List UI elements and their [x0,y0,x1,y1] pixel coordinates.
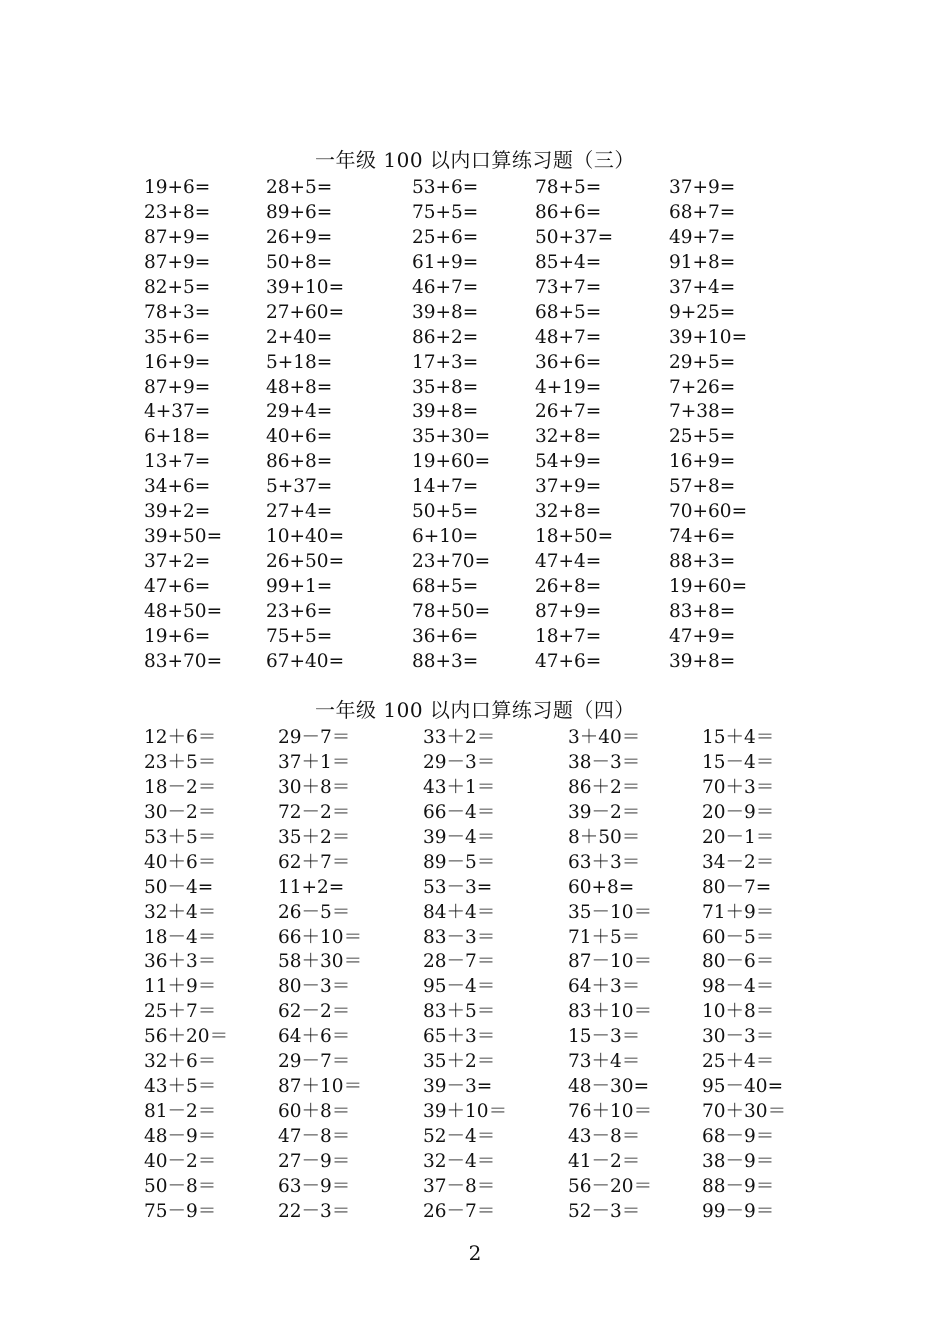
arithmetic-problem: 39+8= [412,401,479,423]
arithmetic-problem: 89－5＝ [423,851,496,873]
arithmetic-problem: 72－2＝ [278,801,351,823]
arithmetic-problem: 39+8= [412,301,479,323]
arithmetic-problem: 36＋3＝ [144,951,217,973]
arithmetic-problem: 25＋4＝ [702,1051,775,1073]
arithmetic-problem: 78+5= [535,177,602,198]
problem-row [0,926,950,951]
problem-row [0,276,950,301]
arithmetic-problem: 86+8= [266,451,333,473]
arithmetic-problem: 40－2＝ [144,1150,217,1172]
arithmetic-problem: 39+50= [144,526,223,548]
arithmetic-problem: 23＋5＝ [144,751,217,773]
arithmetic-problem: 29－7＝ [278,1051,351,1073]
arithmetic-problem: 50－8＝ [144,1175,217,1197]
arithmetic-problem: 12＋6＝ [144,727,217,748]
arithmetic-problem: 66－4＝ [423,801,496,823]
arithmetic-problem: 15－3＝ [568,1026,641,1048]
arithmetic-problem: 25+5= [669,426,736,448]
arithmetic-problem: 70＋3＝ [702,776,775,798]
arithmetic-problem: 80－3＝ [278,976,351,998]
arithmetic-problem: 75+5= [266,625,333,647]
problem-row [0,1050,950,1075]
problem-row [0,950,950,975]
arithmetic-problem: 64＋6＝ [278,1026,351,1048]
arithmetic-problem: 75+5= [412,201,479,223]
arithmetic-problem: 52－4＝ [423,1126,496,1147]
problem-row [0,975,950,1000]
arithmetic-problem: 19+6= [144,625,211,647]
arithmetic-problem: 48－9＝ [144,1126,217,1147]
arithmetic-problem: 82+5= [144,276,211,298]
arithmetic-problem: 5+37= [266,476,333,498]
arithmetic-problem: 6+18= [144,426,211,448]
arithmetic-problem: 27+4= [266,501,333,523]
section-title: 一年级 100 以内口算练习题（三） [315,148,635,172]
arithmetic-problem: 26+9= [266,226,333,248]
arithmetic-problem: 30＋8＝ [278,776,351,798]
arithmetic-problem: 26+8= [535,576,602,597]
arithmetic-problem: 66＋10＝ [278,926,363,948]
arithmetic-problem: 11+2= [278,876,345,898]
arithmetic-problem: 38－9＝ [702,1150,775,1172]
arithmetic-problem: 37＋1＝ [278,751,351,773]
arithmetic-problem: 56＋20＝ [144,1026,229,1048]
arithmetic-problem: 68+5= [535,301,602,323]
arithmetic-problem: 39+10= [669,326,748,348]
arithmetic-problem: 58＋30＝ [278,951,363,973]
arithmetic-problem: 65＋3＝ [423,1026,496,1048]
problem-row [0,326,950,351]
problem-row [0,726,950,751]
arithmetic-problem: 63＋3＝ [568,851,641,873]
problem-row [0,450,950,475]
arithmetic-problem: 25+6= [412,226,479,248]
arithmetic-problem: 13+7= [144,451,211,473]
arithmetic-problem: 19+60= [669,576,748,597]
arithmetic-problem: 18－2＝ [144,776,217,798]
arithmetic-problem: 76＋10＝ [568,1101,653,1123]
arithmetic-problem: 86＋2＝ [568,776,641,798]
arithmetic-problem: 32+8= [535,501,602,523]
arithmetic-problem: 37+4= [669,276,736,298]
arithmetic-problem: 48+7= [535,326,602,348]
arithmetic-problem: 62＋7＝ [278,851,351,873]
arithmetic-problem: 43－8＝ [568,1126,641,1147]
arithmetic-problem: 29－7＝ [278,727,351,748]
problem-row [0,826,950,851]
arithmetic-problem: 32+8= [535,426,602,448]
problem-row [0,351,950,376]
arithmetic-problem: 30－2＝ [144,801,217,823]
arithmetic-problem: 38－3＝ [568,751,641,773]
arithmetic-problem: 78+3= [144,301,211,323]
arithmetic-problem: 27－9＝ [278,1150,351,1172]
section-title: 一年级 100 以内口算练习题（四） [315,698,635,722]
problem-row [0,1100,950,1125]
arithmetic-problem: 68－9＝ [702,1126,775,1147]
problem-row [0,1150,950,1175]
arithmetic-problem: 37－8＝ [423,1175,496,1197]
problem-row [0,201,950,226]
arithmetic-problem: 9+25= [669,301,736,323]
problem-row [0,226,950,251]
arithmetic-problem: 89+6= [266,201,333,223]
arithmetic-problem: 35+6= [144,326,211,348]
arithmetic-problem: 71＋9＝ [702,901,775,923]
arithmetic-problem: 68+7= [669,201,736,223]
arithmetic-problem: 40＋6＝ [144,851,217,873]
arithmetic-problem: 34－2＝ [702,851,775,873]
problem-row [0,400,950,425]
arithmetic-problem: 61+9= [412,251,479,273]
problem-row [0,1125,950,1150]
arithmetic-problem: 99－9＝ [702,1200,775,1222]
arithmetic-problem: 84＋4＝ [423,901,496,923]
arithmetic-problem: 23+6= [266,600,333,622]
problem-row [0,500,950,525]
problem-row [0,600,950,625]
arithmetic-problem: 87－10＝ [568,951,653,973]
arithmetic-problem: 85+4= [535,251,602,273]
arithmetic-problem: 46+7= [412,276,479,298]
problem-row [0,550,950,575]
arithmetic-problem: 43＋5＝ [144,1076,217,1098]
problem-row [0,575,950,600]
arithmetic-problem: 16+9= [144,351,211,373]
arithmetic-problem: 60＋8＝ [278,1101,351,1123]
arithmetic-problem: 48+50= [144,600,223,622]
arithmetic-problem: 32＋6＝ [144,1051,217,1073]
arithmetic-problem: 40+6= [266,426,333,448]
arithmetic-problem: 88－9＝ [702,1175,775,1197]
arithmetic-problem: 18+7= [535,625,602,647]
arithmetic-problem: 56－20＝ [568,1175,653,1197]
arithmetic-problem: 20－9＝ [702,801,775,823]
arithmetic-problem: 95－40= [702,1076,784,1098]
arithmetic-problem: 35＋2＝ [423,1051,496,1073]
arithmetic-problem: 87+9= [144,251,211,273]
arithmetic-problem: 3＋40＝ [568,727,641,748]
arithmetic-problem: 53－3= [423,876,493,898]
arithmetic-problem: 57+8= [669,476,736,498]
arithmetic-problem: 50+5= [412,501,479,523]
problem-row [0,801,950,826]
arithmetic-problem: 70+60= [669,501,748,523]
arithmetic-problem: 47+6= [535,650,602,672]
arithmetic-problem: 11＋9＝ [144,976,217,998]
arithmetic-problem: 83－3＝ [423,926,496,948]
arithmetic-problem: 50－4= [144,876,214,898]
arithmetic-problem: 88+3= [669,551,736,573]
arithmetic-problem: 35+30= [412,426,491,448]
arithmetic-problem: 60－5＝ [702,926,775,948]
arithmetic-problem: 67+40= [266,650,345,672]
arithmetic-problem: 62－2＝ [278,1001,351,1023]
arithmetic-problem: 88+3= [412,650,479,672]
arithmetic-problem: 8＋50＝ [568,826,641,848]
arithmetic-problem: 81－2＝ [144,1101,217,1123]
arithmetic-problem: 7+26= [669,376,736,398]
problem-row [0,650,950,675]
arithmetic-problem: 47－8＝ [278,1126,351,1147]
arithmetic-problem: 75－9＝ [144,1200,217,1222]
arithmetic-problem: 10+40= [266,526,345,548]
arithmetic-problem: 29－3＝ [423,751,496,773]
problem-grid [0,726,950,1225]
arithmetic-problem: 26+50= [266,551,345,573]
arithmetic-problem: 32－4＝ [423,1150,496,1172]
arithmetic-problem: 39+8= [669,650,736,672]
arithmetic-problem: 39+10= [266,276,345,298]
arithmetic-problem: 64＋3＝ [568,976,641,998]
arithmetic-problem: 83＋5＝ [423,1001,496,1023]
arithmetic-problem: 35－10＝ [568,901,653,923]
arithmetic-problem: 22－3＝ [278,1200,351,1222]
problem-row [0,1175,950,1200]
arithmetic-problem: 39＋10＝ [423,1101,508,1123]
arithmetic-problem: 83＋10＝ [568,1001,653,1023]
arithmetic-problem: 87+9= [144,376,211,398]
arithmetic-problem: 80－6＝ [702,951,775,973]
arithmetic-problem: 86+6= [535,201,602,223]
problem-row [0,176,950,201]
arithmetic-problem: 35+8= [412,376,479,398]
problem-row [0,1025,950,1050]
arithmetic-problem: 37+9= [669,177,736,198]
arithmetic-problem: 10＋8＝ [702,1001,775,1023]
arithmetic-problem: 37+9= [535,476,602,498]
arithmetic-problem: 25＋7＝ [144,1001,217,1023]
arithmetic-problem: 80－7= [702,876,772,898]
arithmetic-problem: 49+7= [669,226,736,248]
problem-row [0,901,950,926]
arithmetic-problem: 18－4＝ [144,926,217,948]
arithmetic-problem: 20－1＝ [702,826,775,848]
problem-row [0,751,950,776]
arithmetic-problem: 48－30= [568,1076,650,1098]
arithmetic-problem: 17+3= [412,351,479,373]
arithmetic-problem: 87+9= [144,226,211,248]
arithmetic-problem: 19+6= [144,177,211,198]
problem-row [0,251,950,276]
arithmetic-problem: 26－7＝ [423,1200,496,1222]
problem-row [0,876,950,901]
problem-row [0,1075,950,1100]
arithmetic-problem: 50+37= [535,226,614,248]
arithmetic-problem: 36+6= [535,351,602,373]
arithmetic-problem: 95－4＝ [423,976,496,998]
arithmetic-problem: 39－2＝ [568,801,641,823]
arithmetic-problem: 50+8= [266,251,333,273]
arithmetic-problem: 4+37= [144,401,211,423]
arithmetic-problem: 35＋2＝ [278,826,351,848]
arithmetic-problem: 53＋5＝ [144,826,217,848]
arithmetic-problem: 63－9＝ [278,1175,351,1197]
arithmetic-problem: 28－7＝ [423,951,496,973]
arithmetic-problem: 41－2＝ [568,1150,641,1172]
arithmetic-problem: 18+50= [535,526,614,548]
arithmetic-problem: 47+9= [669,625,736,647]
problem-row [0,851,950,876]
arithmetic-problem: 91+8= [669,251,736,273]
arithmetic-problem: 87+9= [535,600,602,622]
arithmetic-problem: 74+6= [669,526,736,548]
arithmetic-problem: 26+7= [535,401,602,423]
arithmetic-problem: 73＋4＝ [568,1051,641,1073]
arithmetic-problem: 70＋30＝ [702,1101,787,1123]
arithmetic-problem: 34+6= [144,476,211,498]
problem-row [0,625,950,650]
arithmetic-problem: 15＋4＝ [702,727,775,748]
arithmetic-problem: 29+5= [669,351,736,373]
problem-grid [0,176,950,675]
arithmetic-problem: 54+9= [535,451,602,473]
arithmetic-problem: 83+70= [144,650,223,672]
problem-row [0,376,950,401]
arithmetic-problem: 15－4＝ [702,751,775,773]
arithmetic-problem: 47+6= [144,576,211,597]
arithmetic-problem: 23+70= [412,551,491,573]
arithmetic-problem: 33＋2＝ [423,727,496,748]
arithmetic-problem: 52－3＝ [568,1200,641,1222]
arithmetic-problem: 39－3= [423,1076,493,1098]
problem-row [0,1200,950,1225]
arithmetic-problem: 14+7= [412,476,479,498]
arithmetic-problem: 43＋1＝ [423,776,496,798]
arithmetic-problem: 71＋5＝ [568,926,641,948]
arithmetic-problem: 7+38= [669,401,736,423]
arithmetic-problem: 73+7= [535,276,602,298]
problem-row [0,475,950,500]
arithmetic-problem: 36+6= [412,625,479,647]
arithmetic-problem: 37+2= [144,551,211,573]
arithmetic-problem: 16+9= [669,451,736,473]
arithmetic-problem: 53+6= [412,177,479,198]
arithmetic-problem: 86+2= [412,326,479,348]
arithmetic-problem: 32＋4＝ [144,901,217,923]
page-number: 2 [468,1241,482,1265]
problem-row [0,301,950,326]
arithmetic-problem: 27+60= [266,301,345,323]
arithmetic-problem: 39+2= [144,501,211,523]
arithmetic-problem: 23+8= [144,201,211,223]
arithmetic-problem: 6+10= [412,526,479,548]
arithmetic-problem: 39－4＝ [423,826,496,848]
arithmetic-problem: 87＋10＝ [278,1076,363,1098]
arithmetic-problem: 98－4＝ [702,976,775,998]
arithmetic-problem: 5+18= [266,351,333,373]
problem-row [0,425,950,450]
arithmetic-problem: 30－3＝ [702,1026,775,1048]
arithmetic-problem: 2+40= [266,326,333,348]
arithmetic-problem: 99+1= [266,576,333,597]
arithmetic-problem: 26－5＝ [278,901,351,923]
arithmetic-problem: 68+5= [412,576,479,597]
arithmetic-problem: 4+19= [535,376,602,398]
arithmetic-problem: 19+60= [412,451,491,473]
arithmetic-problem: 47+4= [535,551,602,573]
problem-row [0,525,950,550]
problem-row [0,776,950,801]
arithmetic-problem: 48+8= [266,376,333,398]
arithmetic-problem: 60+8= [568,876,635,898]
problem-row [0,1000,950,1025]
arithmetic-problem: 28+5= [266,177,333,198]
arithmetic-problem: 78+50= [412,600,491,622]
arithmetic-problem: 83+8= [669,600,736,622]
arithmetic-problem: 29+4= [266,401,333,423]
